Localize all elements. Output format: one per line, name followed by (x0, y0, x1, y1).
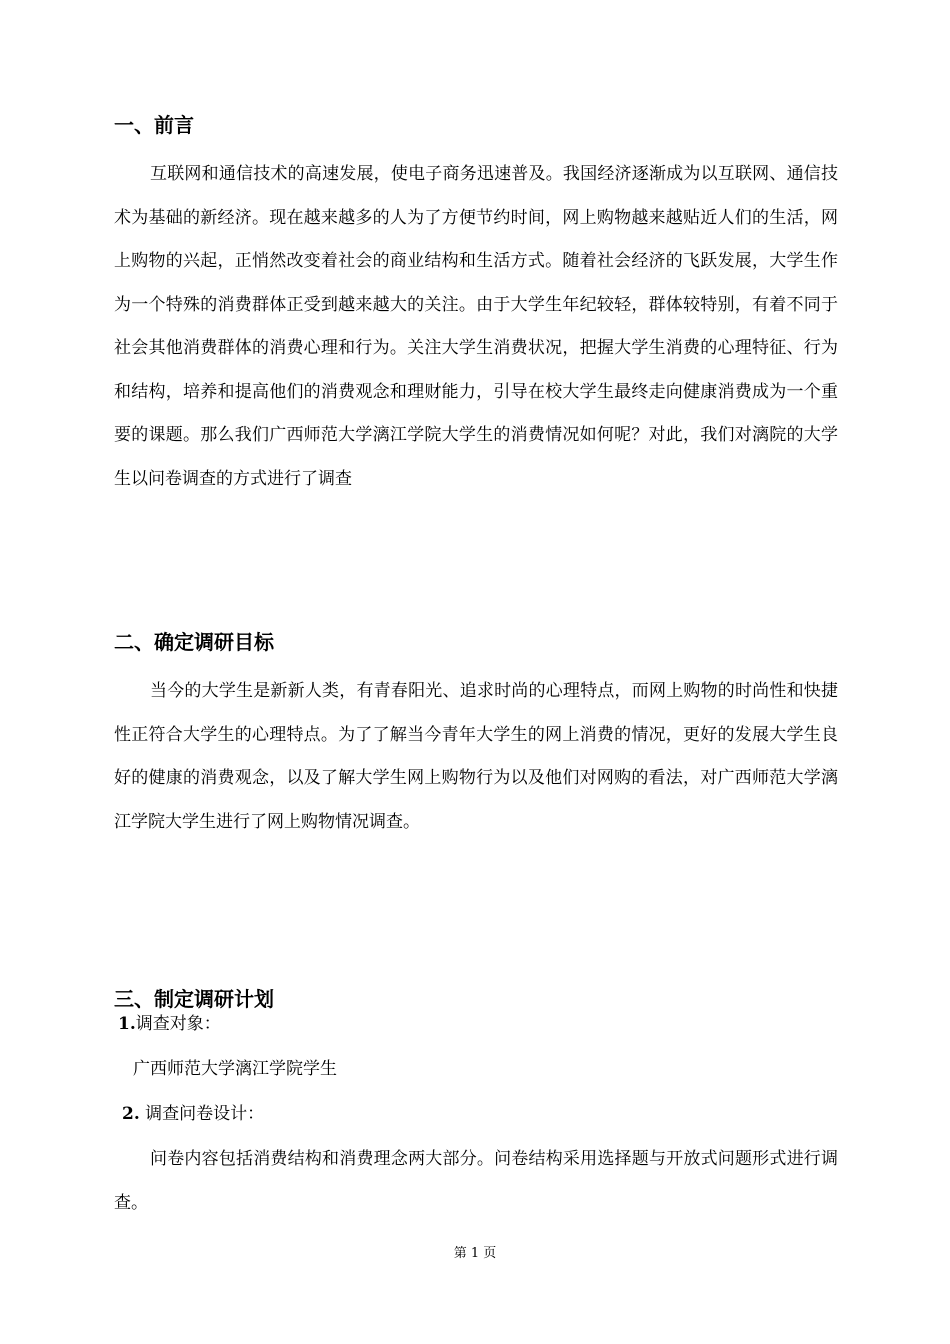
plan-item-1-title (118, 1013, 221, 1035)
page-number-footer: 第 1 页 (453, 1246, 497, 1261)
section-heading-preface: 一、前言 (114, 113, 194, 137)
section-heading-research-goal: 二、确定调研目标 (114, 630, 274, 654)
plan-item-2-label: 调查问卷设计： (139, 1104, 265, 1124)
section-heading-research-plan: 三、制定调研计划 (114, 987, 274, 1011)
plan-item-2-number: 2. (122, 1104, 140, 1124)
plan-item-2-title (122, 1103, 264, 1125)
plan-item-1-content: 广西师范大学漓江学院学生 (133, 1059, 337, 1079)
plan-item-1-number: 1. (118, 1014, 136, 1034)
plan-item-2-content: 问卷内容包括消费结构和消费理念两大部分。问卷结构采用选择题与开放式问题形式进行调查。 (114, 1149, 838, 1213)
section-paragraph-preface: 互联网和通信技术的高速发展，使电子商务迅速普及。我国经济逐渐成为以互联网、通信技术为基础的新经济。现在越来越多的人为了方便节约时间，网上购物越来越贴近人们的生活，网上购物的兴起，正悄然改变着社会的商业结构和生活方式。随着社会经济的飞跃发展，大学生作为一个特殊的消费群体正受到越来越大的关注。由于大学生年纪较轻，群体较特别，有着不同于社会其他消费群体的消费心理和行为。关注大学生消费状况，把握大学生消费的心理特征、行为和结构，培养和提高他们的消费观念和理财能力，引导在校大学生最终走向健康消费成为一个重要的课题。那么我们广西师范大学漓江学院大学生的消费情况如何呢？对此，我们对漓院的大学生以问卷调查的方式进行了调查 (114, 164, 838, 489)
plan-item-1-label: 调查对象： (135, 1014, 221, 1034)
section-paragraph-research-goal: 当今的大学生是新新人类，有青春阳光、追求时尚的心理特点，而网上购物的时尚性和快捷性正符合大学生的心理特点。为了了解当今青年大学生的网上消费的情况，更好的发展大学生良好的健康的消费观念，以及了解大学生网上购物行为以及他们对网购的看法，对广西师范大学漓江学院大学生进行了网上购物情况调查。 (114, 681, 838, 832)
